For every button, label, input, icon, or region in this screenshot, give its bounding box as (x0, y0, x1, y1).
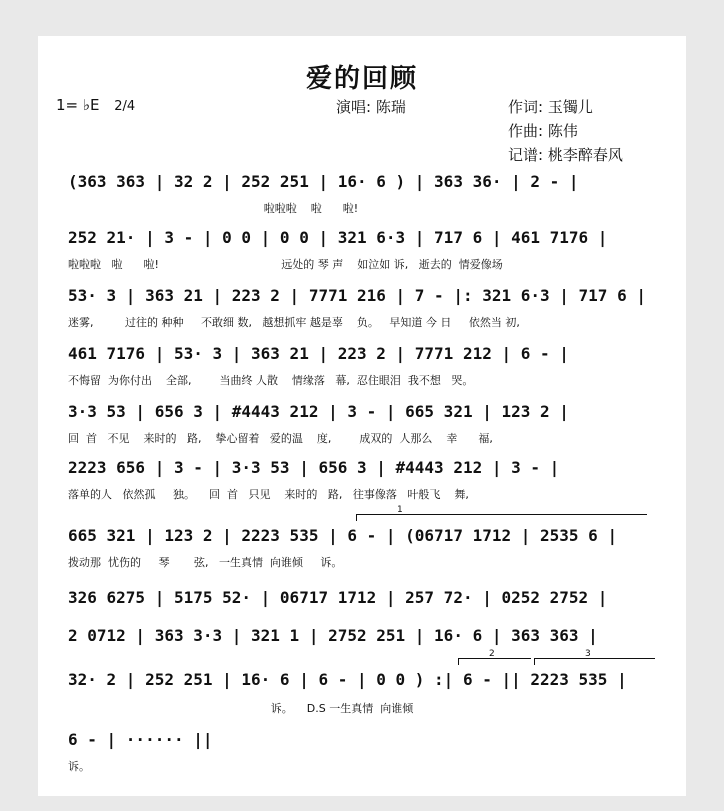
key-label: 1= ♭E (56, 96, 100, 114)
lyric-line-6: 落单的人 依然孤 独。 回 首 只见 来时的 路, 往事像落 叶般飞 舞, (68, 488, 469, 501)
lyric-line-5: 回 首 不见 来时的 路, 挚心留着 爱的温 度, 成双的 人那么 幸 福, (68, 432, 493, 445)
notes: 326 6275 | 5175 52· | 06717 1712 | 257 72· | 0252 2752 | (68, 588, 608, 607)
notes: 3·3 53 | 656 3 | #4443 212 | 3 - | 665 321 | 123 2 | (68, 402, 569, 421)
lyric-line-3: 迷雾, 过往的 种种 不敢细 数, 越想抓牢 越是辜 负。 早知道 今 日 依然当 初, (68, 316, 520, 329)
key-signature (56, 96, 135, 114)
volta-bracket-2 (458, 649, 531, 665)
volta-bracket-3 (534, 649, 655, 665)
notes: 252 21· | 3 - | 0 0 | 0 0 | 321 6·3 | 717 6 | 461 7176 | (68, 228, 608, 247)
notes: 461 7176 | 53· 3 | 363 21 | 223 2 | 7771 212 | 6 - | (68, 344, 569, 363)
lyric-line-7: 拨动那 忧伤的 琴 弦, 一生真情 向谁倾 诉。 (68, 556, 343, 569)
notes: 2223 656 | 3 - | 3·3 53 | 656 3 | #4443 212 | 3 - | (68, 458, 560, 477)
volta-bracket-1 (356, 505, 647, 521)
notes: 53· 3 | 363 21 | 223 2 | 7771 216 | 7 - |: 321 6·3 | 717 6 | (68, 286, 646, 305)
lyric-line-10: 诉。 D.S 一生真情 向谁倾 (68, 702, 414, 715)
lyricist-credit: 作词: 玉镯儿 (508, 98, 593, 116)
score-sheet (38, 36, 686, 796)
lyric-line-4: 不悔留 为你付出 全部, 当曲终 人散 情缘落 幕, 忍住眼泪 我不想 哭。 (68, 374, 474, 387)
notes: 665 321 | 123 2 | 2223 535 | 6 - | (06717 1712 | 2535 6 | (68, 526, 618, 545)
transcriber-credit: 记谱: 桃李醉春风 (508, 146, 623, 164)
time-signature: 2/4 (114, 99, 136, 114)
song-title: 爱的回顾 (305, 64, 418, 94)
lyric-line-1: 啦啦啦 啦 啦! (68, 202, 359, 215)
singer-credit: 演唱: 陈瑞 (336, 98, 406, 116)
composer-credit: 作曲: 陈伟 (508, 122, 578, 140)
notes: (363 363 | 32 2 | 252 251 | 16· 6 ) | 363 36· | 2 - | (68, 172, 579, 191)
volta-label: 1 (397, 505, 403, 515)
lyric-line-2: 啦啦啦 啦 啦! 远处的 琴 声 如泣如 诉, 逝去的 情爱像场 (68, 258, 503, 271)
volta-label: 3 (585, 649, 591, 659)
notes: 6 - | ······ || (68, 730, 213, 749)
volta-label: 2 (489, 649, 495, 659)
lyric-line-11: 诉。 (68, 760, 90, 773)
notes: 32· 2 | 252 251 | 16· 6 | 6 - | 0 0 ) :| 6 - || 2223 535 | (68, 670, 627, 689)
notes: 2 0712 | 363 3·3 | 321 1 | 2752 251 | 16· 6 | 363 363 | (68, 626, 598, 645)
